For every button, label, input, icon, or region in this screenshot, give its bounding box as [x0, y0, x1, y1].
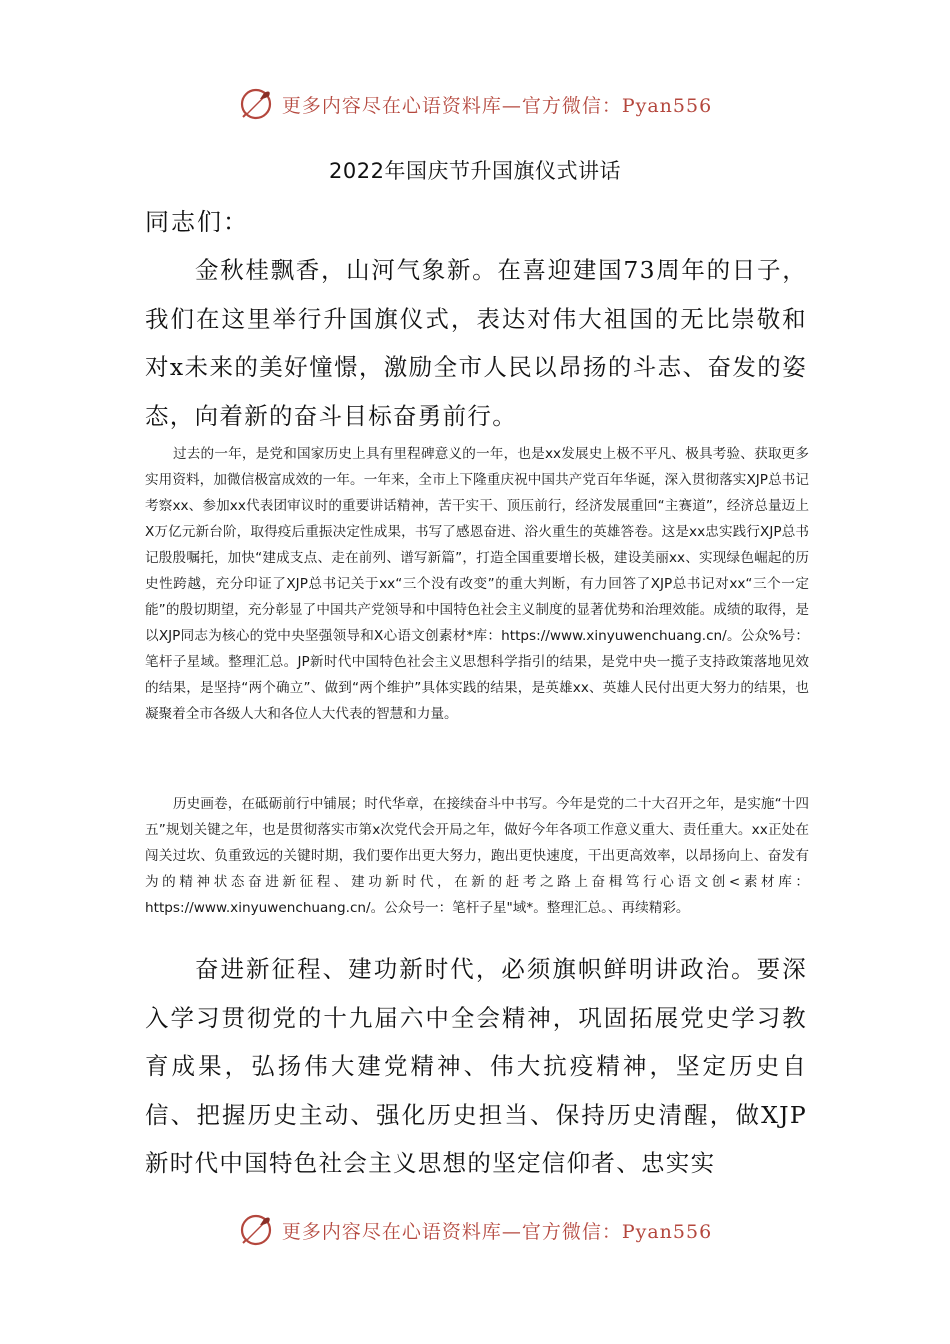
watermark-text: 更多内容尽在心语资料库—官方微信：Pyan556 — [281, 1220, 713, 1243]
document-title: 2022年国庆节升国旗仪式讲话 — [329, 159, 621, 183]
paragraph-politics: 奋进新征程、建功新时代，必须旗帜鲜明讲政治。要深入学习贯彻党的十九届六中全会精神，巩固拓展党史学习教育成果，弘扬伟大建党精神、伟大抗疫精神，坚定历史自信、把握历史主动、强化历史担当、保持历史清醒，做XJP新时代中国特色社会主义思想的坚定信仰者、忠实实 — [145, 955, 807, 1177]
watermark-banner-bottom — [0, 1210, 950, 1250]
watermark-banner-top — [0, 84, 950, 124]
paragraph-history-scroll: 历史画卷，在砥砺前行中铺展；时代华章，在接续奋斗中书写。今年是党的二十大召开之年，是实施“十四五”规划关键之年，也是贯彻落实市第x次党代会开局之年，做好今年各项工作意义重大、责任重大。xx正处在闯关过坎、负重致远的关键时期，我们要作出更大努力，跑出更快速度，干出更高效率，以昂扬向上、奋发有为的精神状态奋进新征程、建功新时代，在新的赶考之路上奋楫笃行心语文创<素材库：https://www.xinyuwenchuang.cn/。公众号一：笔杆子星"域*。整理汇总。、再续精彩。 — [145, 796, 809, 916]
watermark-text: 更多内容尽在心语资料库—官方微信：Pyan556 — [281, 94, 713, 117]
quill-pen-circle-logo-icon — [238, 86, 274, 122]
salutation: 同志们： — [145, 208, 249, 236]
paragraph-opening: 金秋桂飘香，山河气象新。在喜迎建国73周年的日子，我们在这里举行升国旗仪式，表达对伟大祖国的无比崇敬和对x未来的美好憧憬，激励全市人民以昂扬的斗志、奋发的姿态，向着新的奋斗目标奋勇前行。 — [145, 256, 807, 430]
quill-pen-circle-logo-icon — [238, 1212, 274, 1248]
paragraph-past-year: 过去的一年，是党和国家历史上具有里程碑意义的一年，也是xx发展史上极不平凡、极具考验、获取更多实用资料，加微信极富成效的一年。一年来，全市上下隆重庆祝中国共产党百年华诞，深入贯彻落实XJP总书记考察xx、参加xx代表团审议时的重要讲话精神，苦干实干、顶压前行，经济发展重回“主赛道”，经济总量迈上X万亿元新台阶，取得疫后重振决定性成果，书写了感恩奋进、浴火重生的英雄答卷。这是xx忠实践行XJP总书记殷殷嘱托，加快“建成支点、走在前列、谱写新篇”，打造全国重要增长极，建设美丽xx、实现绿色崛起的历史性跨越，充分印证了XJP总书记关于xx“三个没有改变”的重大判断，有力回答了XJP总书记对xx“三个一定能”的殷切期望，充分彰显了中国共产党领导和中国特色社会主义制度的显著优势和治理效能。成绩的取得，是以XJP同志为核心的党中央坚强领导和X心语文创素材*库：https://www.xinyuwenchuang.cn/。公众%号：笔杆子星域。整理汇总。JP新时代中国特色社会主义思想科学指引的结果，是党中央一揽子支持政策落地见效的结果，是坚持“两个确立”、做到“两个维护”具体实践的结果，是英雄xx、英雄人民付出更大努力的结果，也凝聚着全市各级人大和各位人大代表的智慧和力量。 — [145, 446, 809, 722]
